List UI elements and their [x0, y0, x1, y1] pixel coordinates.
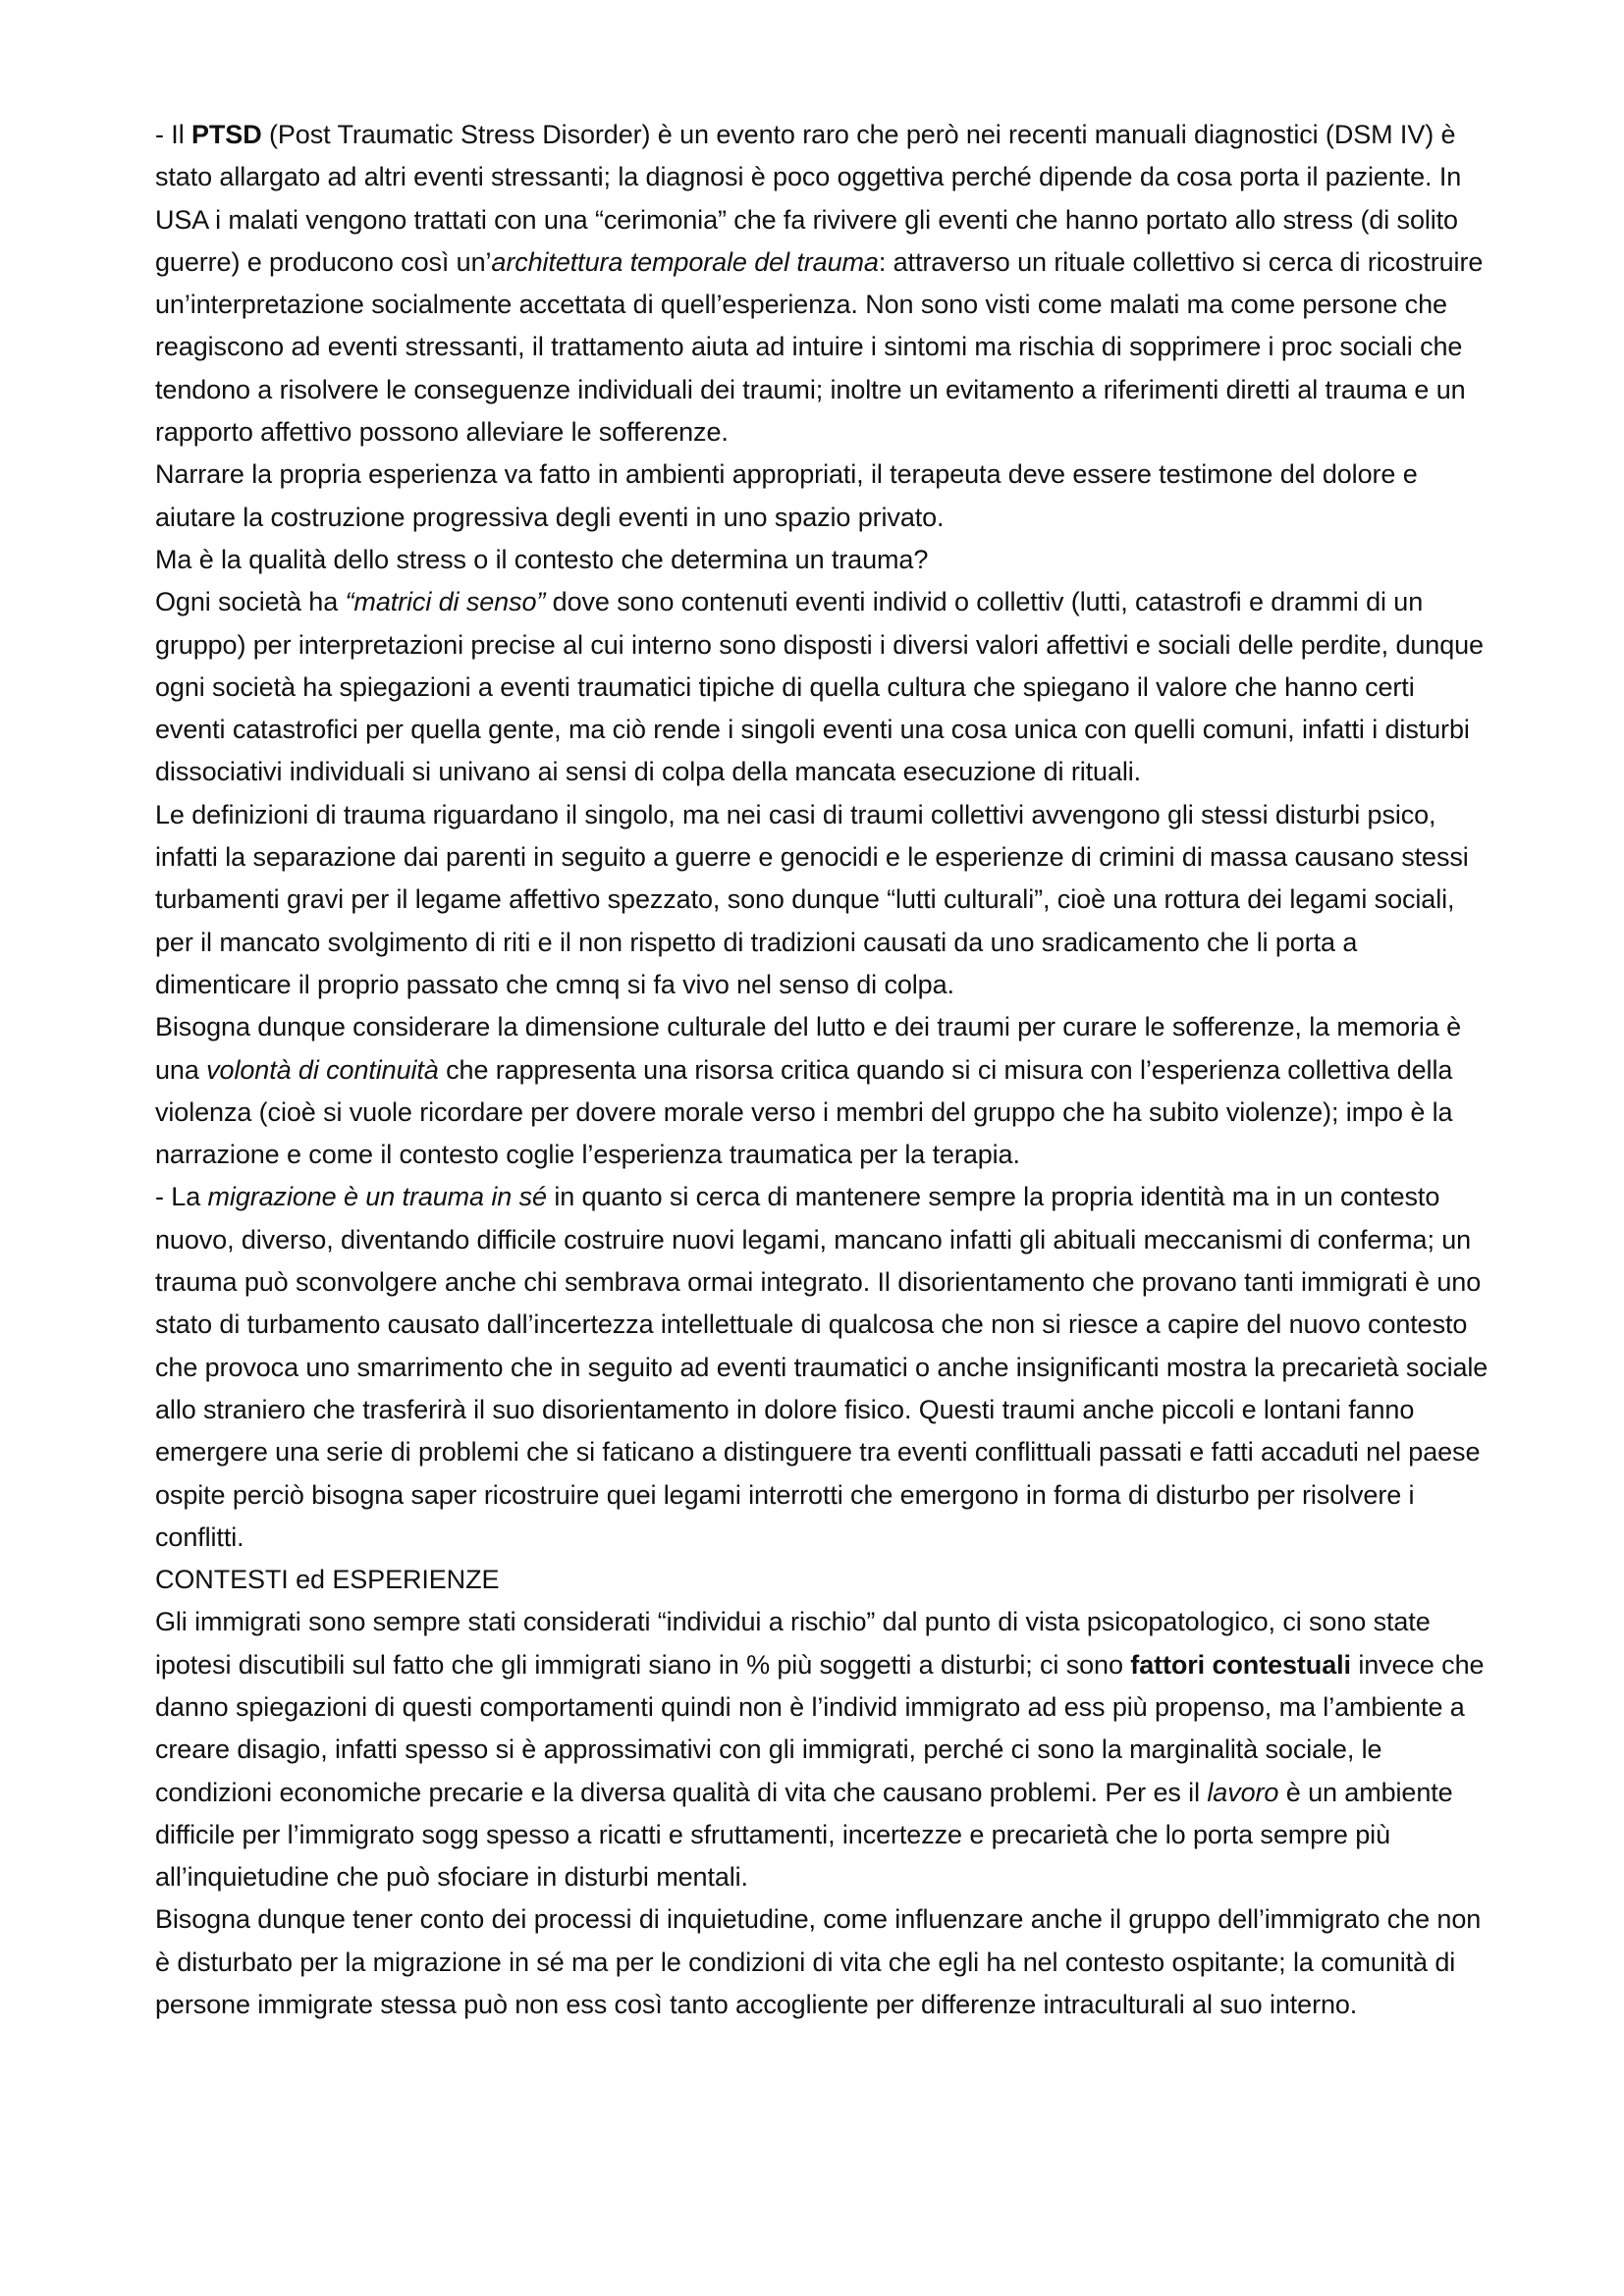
- text-segment: in quanto si cerca di mantenere sempre la propria identità ma in un contesto nuovo, diverso, diventando difficile costruire nuovi legami, mancano infatti gli abituali meccanismi di conferma; un trauma può sconvolgere anche chi sembrava ormai integrato. Il disorientamento che provano tanti immigrati è uno stato di turbamento causato dall’incertezza intellettuale di qualcosa che non si riesce a capire del nuovo contesto che provoca uno smarrimento che in seguito ad eventi traumatici o anche insignificanti mostra la precarietà sociale allo straniero che trasferirà il suo disorientamento in dolore fisico. Questi traumi anche piccoli e lontani fanno emergere una serie di problemi che si faticano a distinguere tra eventi conflittuali passati e fatti accaduti nel paese ospite perciò bisogna saper ricostruire quei legami interrotti che emergono in forma di disturbo per risolvere i conflitti.: [155, 1182, 1489, 1552]
- paragraph-immigrati: [155, 1601, 1490, 1898]
- text-segment: Bisogna dunque considerare la dimensione culturale del lutto e dei traumi per curare le sofferenze, la memoria è una: [155, 1012, 1462, 1085]
- italic-term: architettura temporale del trauma: [491, 246, 879, 277]
- text-segment: invece che danno spiegazioni di questi comportamenti quindi non è l’individ immigrato ad ess più propenso, ma l’ambiente a creare disagio, infatti spesso si è approssimativi con gli immigrati, perché ci sono la marginalità sociale, le condizioni economiche precarie e la diversa qualità di vita che causano problemi. Per es il: [155, 1649, 1485, 1807]
- italic-term: lavoro: [1207, 1777, 1279, 1807]
- heading-text: CONTESTI ed ESPERIENZE: [155, 1565, 500, 1595]
- text-segment: : attraverso un rituale collettivo si cerca di ricostruire un’interpretazione socialmente accettata di quell’esperienza. Non sono visti come malati ma come persone che reagiscono ad eventi stressanti, il trattamento aiuta ad intuire i sintomi ma rischia di sopprimere i proc sociali che tendono a risolvere le conseguenze individuali dei traumi; inoltre un evitamento a riferimenti diretti al trauma e un rapporto affettivo possono alleviare le sofferenze.: [155, 246, 1484, 448]
- paragraph-memoria: [155, 1006, 1490, 1176]
- text-segment: - Il: [155, 120, 191, 149]
- italic-term: “matrici di senso”: [345, 587, 546, 617]
- paragraph-inquietudine: [155, 1898, 1490, 2026]
- section-heading: [155, 1559, 1490, 1601]
- document-body: [155, 114, 1490, 2026]
- text-segment: Le definizioni di trauma riguardano il singolo, ma nei casi di traumi collettivi avvengono gli stessi disturbi psico, infatti la separazione dai parenti in seguito a guerre e genocidi e le esperienze di crimini di massa causano stessi turbamenti gravi per il legame affettivo spezzato, sono dunque “lutti culturali”, cioè una rottura dei legami sociali, per il mancato svolgimento di riti e il non rispetto di tradizioni causati da uno sradicamento che li porta a dimenticare il proprio passato che cmnq si fa vivo nel senso di colpa.: [155, 799, 1469, 999]
- italic-term: volontà di continuità: [206, 1054, 439, 1085]
- text-segment: dove sono contenuti eventi individ o collettiv (lutti, catastrofi e drammi di un gruppo) per interpretazioni precise al cui interno sono disposti i diversi valori affettivi e sociali delle perdite, dunque ogni società ha spiegazioni a eventi traumatici tipiche di quella cultura che spiegano il valore che hanno certi eventi catastrofici per quella gente, ma ciò rende i singoli eventi una cosa unica con quelli comuni, infatti i disturbi dissociativi individuali si univano ai sensi di colpa della mancata esecuzione di rituali.: [155, 587, 1484, 787]
- text-segment: Ogni società ha: [155, 587, 346, 617]
- paragraph-narrare: [155, 454, 1490, 539]
- text-segment: Gli immigrati sono sempre stati considerati “individui a rischio” dal punto di vista psicopatologico, ci sono state ipotesi discutibili sul fatto che gli immigrati siano in % più soggetti a disturbi; ci sono: [155, 1607, 1431, 1680]
- text-segment: Bisogna dunque tener conto dei processi di inquietudine, come influenzare anche il gruppo dell’immigrato che non è disturbato per la migrazione in sé ma per le condizioni di vita che egli ha nel contesto ospitante; la comunità di persone immigrate stessa può non ess così tanto accogliente per differenze intraculturali al suo interno.: [155, 1904, 1482, 2020]
- italic-term: migrazione è un trauma in sé: [207, 1182, 547, 1212]
- bold-term-ptsd: PTSD: [191, 120, 262, 149]
- text-segment: - La: [155, 1182, 208, 1212]
- bold-term-fattori: fattori contestuali: [1130, 1649, 1351, 1680]
- paragraph-migrazione: [155, 1176, 1490, 1559]
- text-segment: Ma è la qualità dello stress o il contesto che determina un trauma?: [155, 544, 929, 574]
- text-segment: Narrare la propria esperienza va fatto in ambienti appropriati, il terapeuta deve essere testimone del dolore e aiutare la costruzione progressiva degli eventi in uno spazio privato.: [155, 459, 1418, 532]
- paragraph-matrici: [155, 581, 1490, 793]
- paragraph-question: [155, 539, 1490, 581]
- text-segment: è un ambiente difficile per l’immigrato sogg spesso a ricatti e sfruttamenti, incertezze e precarietà che lo porta sempre più all’inquietudine che può sfociare in disturbi mentali.: [155, 1777, 1453, 1893]
- paragraph-ptsd: [155, 114, 1490, 454]
- paragraph-definizioni: [155, 794, 1490, 1006]
- text-segment: (Post Traumatic Stress Disorder) è un evento raro che però nei recenti manuali diagnostici (DSM IV) è stato allargato ad altri eventi stressanti; la diagnosi è poco oggettiva perché dipende da cosa porta il paziente. In USA i malati vengono trattati con una “cerimonia” che fa rivivere gli eventi che hanno portato allo stress (di solito guerre) e producono così un’: [155, 120, 1462, 277]
- text-segment: che rappresenta una risorsa critica quando si ci misura con l’esperienza collettiva della violenza (cioè si vuole ricordare per dovere morale verso i membri del gruppo che ha subito violenze); impo è la narrazione e come il contesto coglie l’esperienza traumatica per la terapia.: [155, 1054, 1453, 1170]
